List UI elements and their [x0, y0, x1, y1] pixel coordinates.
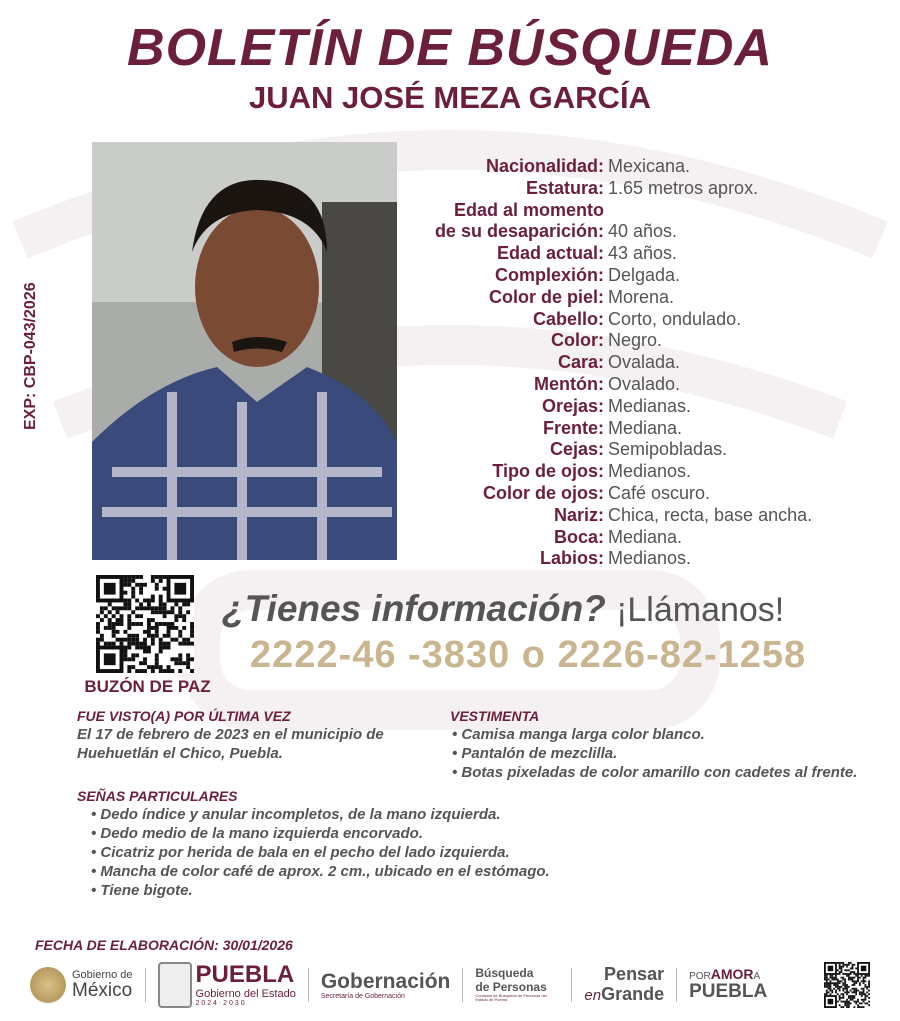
attribute-value: Delgada. — [608, 264, 681, 285]
logo-por-amor-a-puebla — [689, 967, 767, 1003]
attribute-value: Semipobladas. — [608, 439, 728, 460]
attribute-label: Edad al momento — [453, 199, 604, 220]
bulletin-title: BOLETÍN DE BÚSQUEDA — [127, 19, 773, 77]
logo-puebla — [158, 962, 296, 1008]
attribute-value: 40 años. — [608, 221, 678, 242]
logo-text: PUEBLA — [195, 960, 295, 988]
logo-text: Gobernación — [320, 969, 451, 993]
list-item: • Camisa manga larga color blanco. — [450, 725, 870, 744]
logo-gobernacion — [321, 970, 451, 1001]
section-title: VESTIMENTA — [450, 708, 540, 724]
attribute-label: Color de piel: — [488, 286, 604, 307]
list-item: • Tiene bigote. — [89, 881, 837, 900]
attribute-row — [380, 461, 900, 483]
attribute-value: Ovalado. — [608, 373, 681, 394]
attribute-label: Cabello: — [532, 308, 604, 329]
attribute-value: Medianos. — [608, 548, 692, 569]
divider — [571, 968, 572, 1002]
attribute-row — [380, 527, 900, 549]
attribute-label: Estatura: — [525, 177, 604, 198]
logo-text: PUEBLA — [689, 981, 768, 1003]
details-block — [77, 708, 877, 900]
attribute-row — [380, 156, 900, 178]
list-item: • Cicatriz por herida de bala en el pecho del lado izquierda. — [89, 843, 837, 862]
attribute-label: Nariz: — [553, 504, 604, 525]
elaboration-date: FECHA DE ELABORACIÓN: 30/01/2026 — [35, 937, 293, 953]
logo-gobierno-mexico — [30, 967, 133, 1003]
attribute-row — [380, 505, 900, 527]
attribute-row — [380, 265, 900, 287]
call-text: ¡Llámanos! — [616, 591, 785, 629]
logo-text: Grande — [601, 984, 665, 1004]
logo-text: en — [584, 987, 602, 1004]
attribute-value: Morena. — [608, 286, 675, 307]
list-item: • Botas pixeladas de color amarillo con cadetes al frente. — [450, 763, 870, 782]
footer-logos — [30, 960, 870, 1010]
qr-label: BUZÓN DE PAZ — [84, 677, 211, 696]
last-seen-text: El 17 de febrero de 2023 en el municipio de Huehuetlán el Chico, Puebla. — [77, 726, 384, 762]
attribute-row — [380, 439, 900, 461]
logo-text: Gobierno de — [72, 968, 133, 981]
attribute-label: Labios: — [539, 548, 604, 569]
attribute-row — [380, 396, 900, 418]
attribute-label: Color de ojos: — [483, 482, 604, 503]
attribute-value: Ovalada. — [608, 352, 681, 373]
attribute-row — [380, 483, 900, 505]
physical-description — [380, 156, 900, 570]
logo-text: Gobierno del Estado — [195, 988, 296, 1001]
attribute-label: Complexión: — [494, 264, 604, 285]
section-title: FUE VISTO(A) POR ÚLTIMA VEZ — [77, 708, 291, 724]
logo-text: 2 0 2 4 · 2 0 3 0 — [195, 1000, 245, 1008]
list-item: • Dedo medio de la mano izquierda encorvado. — [89, 824, 837, 843]
divider — [462, 968, 463, 1002]
attribute-value: Café oscuro. — [608, 482, 711, 503]
attribute-value: Mediana. — [608, 417, 683, 438]
attribute-label: Orejas: — [541, 395, 604, 416]
attribute-row — [380, 243, 900, 265]
attribute-label: Mentón: — [534, 373, 604, 394]
logo-text: A — [753, 970, 761, 982]
divider — [308, 968, 309, 1002]
list-item: • Mancha de color café de aprox. 2 cm., ubicado en el estómago. — [89, 862, 837, 881]
divider — [676, 968, 677, 1002]
clothing-section — [450, 708, 870, 782]
distinguishing-marks-section — [77, 788, 837, 900]
attribute-label: Boca: — [553, 526, 604, 547]
missing-person-name: JUAN JOSÉ MEZA GARCÍA — [249, 80, 651, 115]
attribute-value: Medianos. — [608, 461, 692, 482]
attribute-row — [380, 309, 900, 331]
list-item: • Pantalón de mezclilla. — [450, 744, 870, 763]
attribute-label: Frente: — [542, 417, 604, 438]
attribute-row — [380, 352, 900, 374]
logo-text: Búsqueda — [475, 966, 534, 981]
attribute-row — [380, 330, 900, 352]
details-top-row — [77, 708, 877, 782]
attribute-value: Mediana. — [608, 526, 683, 547]
attribute-value: Mexicana. — [608, 156, 691, 176]
footer-qr-code[interactable] — [824, 962, 870, 1008]
attribute-label: Nacionalidad: — [485, 156, 604, 176]
attribute-value: 43 años. — [608, 243, 678, 264]
divider — [145, 968, 146, 1002]
attribute-value: Negro. — [608, 330, 663, 351]
logo-busqueda-personas — [475, 967, 559, 1002]
section-title: SEÑAS PARTICULARES — [77, 788, 238, 804]
logo-text: México — [72, 979, 133, 1001]
attribute-value: Chica, recta, base ancha. — [608, 504, 813, 525]
logo-text: Pensar — [604, 964, 665, 985]
attribute-row — [380, 287, 900, 309]
attribute-label: Tipo de ojos: — [492, 461, 604, 482]
person-photo — [92, 142, 397, 560]
logo-text: POR — [689, 970, 711, 982]
attribute-row — [380, 548, 900, 570]
last-seen-section — [77, 708, 437, 763]
attribute-label: Cejas: — [549, 439, 604, 460]
attribute-row — [380, 221, 900, 243]
attribute-row — [380, 374, 900, 396]
eagle-seal-icon — [30, 967, 66, 1003]
attribute-row — [380, 418, 900, 440]
qr-code[interactable] — [95, 575, 195, 673]
attribute-value: Corto, ondulado. — [608, 308, 742, 329]
coat-of-arms-icon — [158, 962, 192, 1008]
case-number: EXP: CBP-043/2026 — [22, 282, 39, 430]
logo-text: Comisión de Búsqueda de Personas del Estado de Puebla — [475, 992, 547, 1003]
attribute-label: Cara: — [557, 352, 604, 373]
attribute-label: de su desaparición: — [434, 221, 604, 242]
attribute-row — [380, 178, 900, 200]
attribute-value: Medianas. — [608, 395, 692, 416]
list-item: • Dedo índice y anular incompletos, de la mano izquierda. — [89, 805, 837, 824]
logo-text: Secretaría de Gobernación — [320, 992, 405, 1000]
logo-pensar-en-grande — [584, 965, 664, 1005]
logo-text: AMOR — [710, 965, 754, 982]
attribute-value: 1.65 metros aprox. — [608, 177, 759, 198]
attribute-label: Color: — [551, 330, 604, 351]
contact-prompt — [222, 588, 784, 631]
phone-numbers[interactable]: 2222-46 -3830 o 2226-82-1258 — [250, 634, 807, 676]
attribute-label: Edad actual: — [496, 243, 604, 264]
attribute-row — [380, 200, 900, 222]
logo-text: de Personas — [475, 979, 547, 994]
question-text: ¿Tienes información? — [222, 588, 606, 629]
